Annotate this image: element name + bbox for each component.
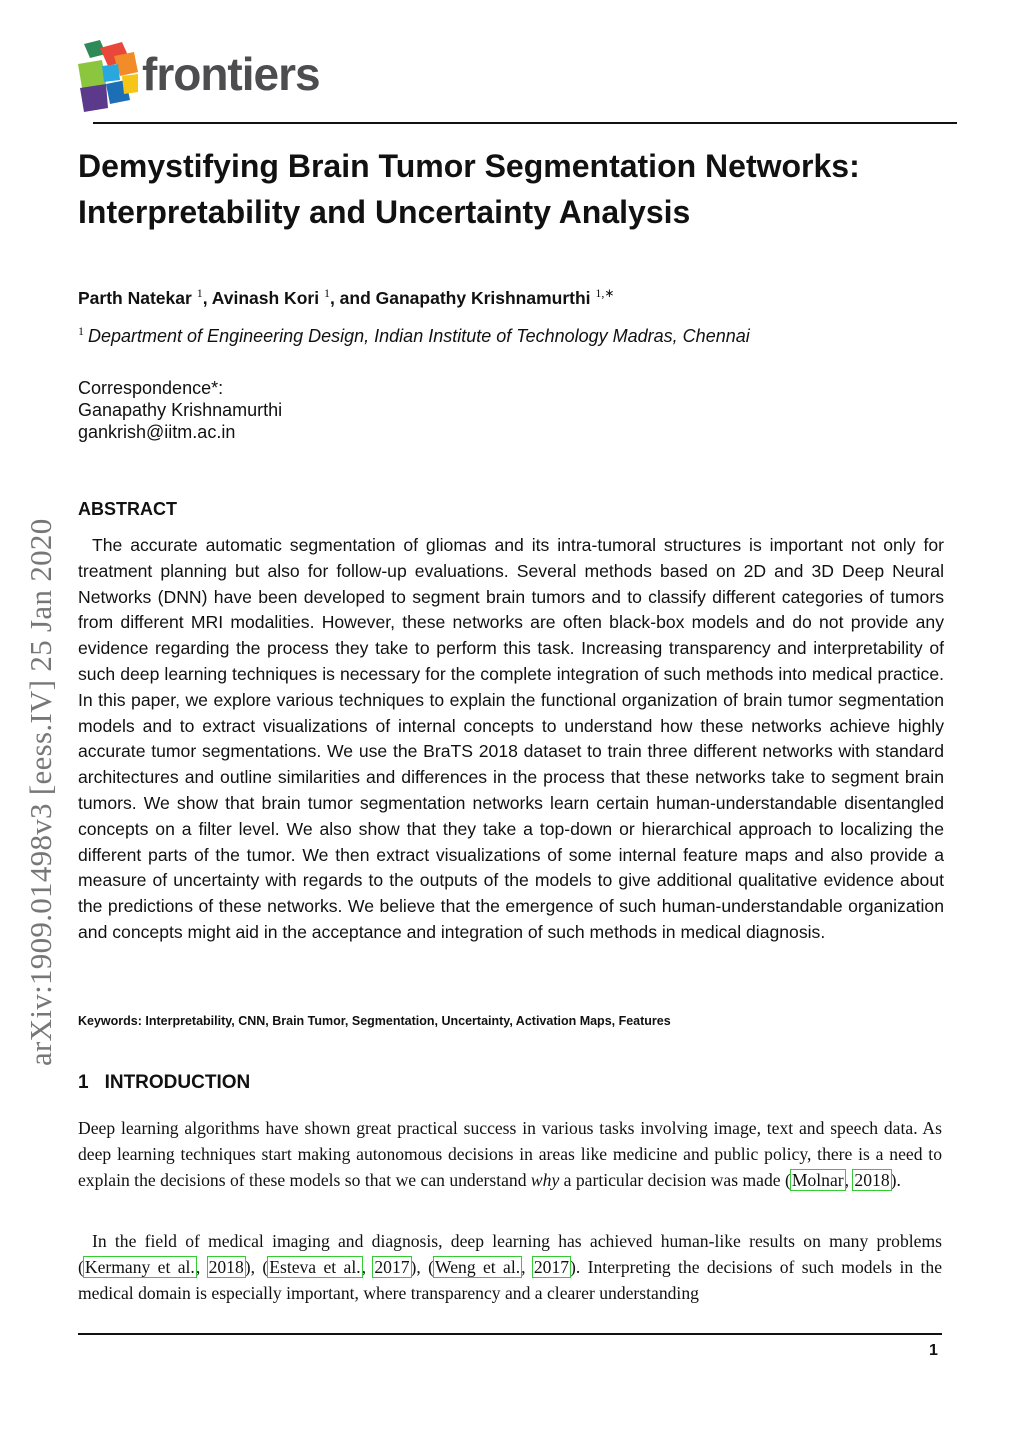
citation-link[interactable]: Esteva et al. [269,1257,361,1277]
citation-link[interactable]: Kermany et al. [84,1257,195,1277]
arxiv-identifier-stamp: arXiv:1909.01498v3 [eess.IV] 25 Jan 2020 [23,518,58,1066]
section-number: 1 [78,1072,89,1093]
text-run: ). Interpreting the decisions of such models in the medical domain is especially important, where transparency and a clearer understanding [78,1257,943,1303]
affiliation-mark: 1 [78,324,84,338]
author-affiliation-mark: 1 [323,286,330,300]
author-list [78,286,614,309]
abstract-heading: ABSTRACT [78,499,177,519]
footer-rule [78,1333,942,1335]
page-number: 1 [929,1342,938,1359]
text-run: Deep learning algorithms have shown great practical success in various tasks involving image, text and speech data. As deep learning techniques start making autonomous decisions in areas like medicine and public policy, there is a need to explain the decisions of these models so that we can understand [78,1118,942,1190]
text-run: ), ( [410,1257,435,1277]
emphasis: why [530,1170,560,1190]
frontiers-wordmark: frontiers [142,48,320,100]
section-title: INTRODUCTION [104,1072,251,1093]
citation-year-link[interactable]: 2018 [854,1170,890,1190]
citation-year-link[interactable]: 2017 [374,1257,410,1277]
citation-link[interactable]: Molnar [791,1170,844,1190]
author-name: Ganapathy Krishnamurthi [375,287,591,308]
intro-paragraph-1: Deep learning algorithms have shown great practical success in various tasks involving image, text and speech data. As deep learning techniques start making autonomous decisions in areas like medicine and public policy, there is a need to explain the decisions of these models so that we can understand why a particular decision was made (Molnar, 2018). [78,1118,942,1190]
frontiers-cube-icon [78,40,140,112]
keywords: Keywords: Interpretability, CNN, Brain Tumor, Segmentation, Uncertainty, Activation Maps, Features [78,1014,671,1028]
frontiers-logo [78,40,328,112]
affiliation-text: Department of Engineering Design, Indian Institute of Technology Madras, Chennai [88,326,750,346]
author-separator: , and [329,287,376,308]
text-run: a particular decision was made ( [559,1170,791,1190]
correspondence-block [78,377,282,443]
citation-link[interactable]: Weng et al. [435,1257,521,1277]
text-run: In the field of medical imaging and diagnosis, deep learning has achieved human-like results on many problems ( [78,1231,942,1277]
text-run: ), ( [244,1257,269,1277]
correspondence-label: Correspondence*: [78,378,224,398]
author-name: Avinash Kori [211,287,320,308]
abstract-text: The accurate automatic segmentation of gliomas and its intra-tumoral structures is important not only for treatment planning but also for follow-up evaluations. Several methods based on 2D and 3D Deep Neural Networks (DNN) have been developed to segment brain tumors and to classify different categories of tumors from different MRI modalities. However, these networks are often black-box models and do not provide any evidence regarding the process they take to perform this task. Increasing transparency and interpretability of such deep learning techniques is necessary for the complete integration of such methods into medical practice. In this paper, we explore various techniques to explain the functional organization of brain tumor segmentation models and to extract visualizations of internal concepts to understand how these networks achieve highly accurate tumor segmentations. We use the BraTS 2018 dataset to train three different networks with standard architectures and outline similarities and differences in the process that these networks take to segment brain tumors. We show that brain tumor segmentation networks learn certain human-understandable disentangled concepts on a filter level. We also show that they take a top-down or hierarchical approach to localizing the different parts of the tumor. We then extract visualizations of some internal feature maps and also provide a measure of uncertainty with regards to the outputs of the models to give additional qualitative evidence about the predictions of these networks. We believe that the emergence of such human-understandable organization and concepts might aid in the acceptance and integration of such methods in medical diagnosis. [78,535,944,942]
correspondence-name: Ganapathy Krishnamurthi [78,400,283,420]
intro-paragraph-2: In the field of medical imaging and diagnosis, deep learning has achieved human-like results on many problems (Kermany et al., 2018), (Esteva et al., 2017), (Weng et al., 2017). Interpreting the decisions of such models in the medical domain is especially important, where transparency and a clearer understanding [78,1231,943,1303]
section-heading [78,1072,250,1094]
author-affiliation-mark: 1 [196,286,203,300]
citation-year-link[interactable]: 2018 [208,1257,244,1277]
author-affiliation-mark: 1,∗ [595,286,615,300]
text-run: ). [890,1170,901,1190]
citation-year-link[interactable]: 2017 [533,1257,570,1277]
author-name: Parth Natekar [78,287,192,308]
paper-title: Demystifying Brain Tumor Segmentation Networks: Interpretability and Uncertainty Analysis [78,148,860,230]
author-separator: , [202,287,212,308]
header-rule [93,122,957,124]
correspondence-email[interactable]: gankrish@iitm.ac.in [78,422,236,442]
affiliation [78,318,798,349]
